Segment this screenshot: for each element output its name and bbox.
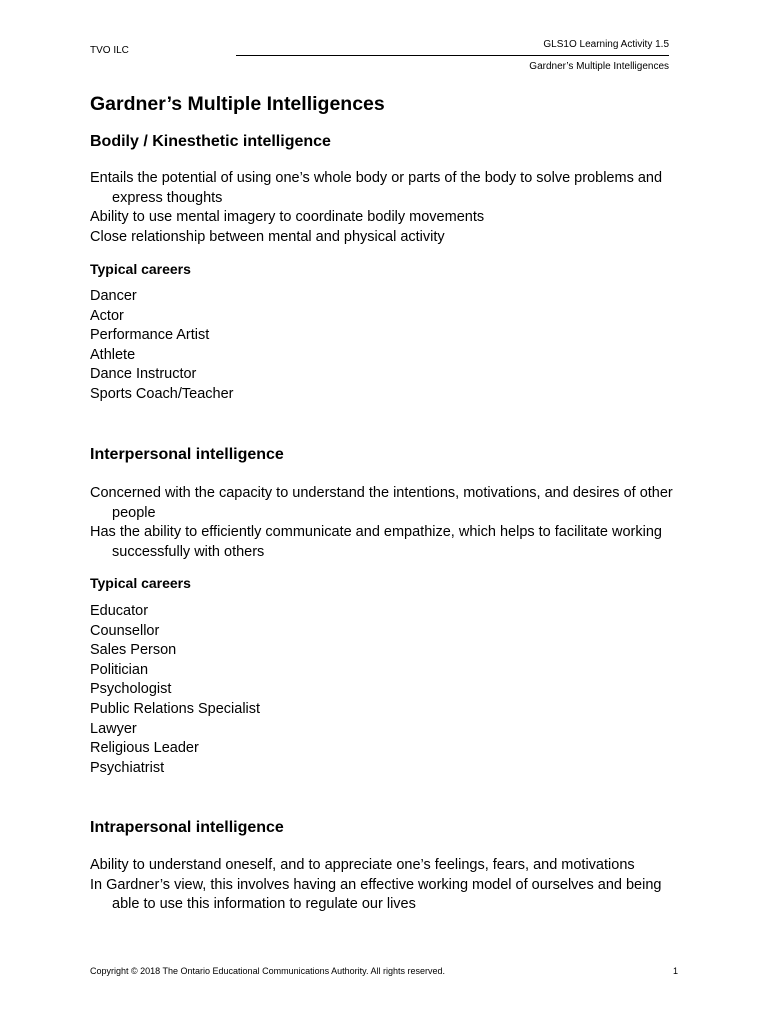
career-item: Politician xyxy=(90,661,149,678)
description-item: Close relationship between mental and physical activity xyxy=(90,228,445,245)
header-left: TVO ILC xyxy=(90,45,129,56)
header-course: GLS1O Learning Activity 1.5 xyxy=(543,39,669,50)
career-item: Lawyer xyxy=(90,720,137,737)
description-item: Has the ability to efficiently communicate and empathize, which helps to facilitate working successfully with others xyxy=(90,524,662,560)
career-item: Dance Instructor xyxy=(90,366,197,383)
career-item: Dancer xyxy=(90,288,137,304)
section-heading-bodily: Bodily / Kinesthetic intelligence xyxy=(90,133,331,150)
career-item: Psychiatrist xyxy=(90,759,165,776)
careers-list-bodily xyxy=(90,287,680,405)
career-item: Performance Artist xyxy=(90,327,210,344)
section-description-bodily xyxy=(90,169,680,247)
section-description-intrapersonal xyxy=(90,856,680,915)
career-item: Sales Person xyxy=(90,642,177,659)
career-item: Public Relations Specialist xyxy=(90,700,261,717)
careers-heading-interpersonal: Typical careers xyxy=(90,575,191,591)
section-heading-interpersonal: Interpersonal intelligence xyxy=(90,446,284,463)
header-subtitle: Gardner’s Multiple Intelligences xyxy=(529,61,669,72)
career-item: Athlete xyxy=(90,346,136,363)
description-item: Concerned with the capacity to understand the intentions, motivations, and desires of other people xyxy=(90,485,673,521)
header-rule xyxy=(236,55,669,56)
footer-copyright: Copyright © 2018 The Ontario Educational Communications Authority. All rights reserved. xyxy=(90,966,445,976)
career-item: Actor xyxy=(90,307,124,324)
career-item: Counsellor xyxy=(90,622,160,639)
career-item: Religious Leader xyxy=(90,740,199,757)
description-item: Entails the potential of using one’s whole body or parts of the body to solve problems and express thoughts xyxy=(90,170,663,206)
section-heading-intrapersonal: Intrapersonal intelligence xyxy=(90,819,284,836)
description-item: Ability to understand oneself, and to appreciate one’s feelings, fears, and motivations xyxy=(90,857,635,873)
page-number: 1 xyxy=(672,966,678,976)
section-description-interpersonal xyxy=(90,484,680,562)
careers-heading-bodily: Typical careers xyxy=(90,261,191,277)
description-item: In Gardner’s view, this involves having an effective working model of ourselves and being able to use this information to regulate our lives xyxy=(90,876,662,913)
document-title: Gardner’s Multiple Intelligences xyxy=(90,93,385,115)
career-item: Sports Coach/Teacher xyxy=(90,385,234,402)
careers-list-interpersonal xyxy=(90,602,680,778)
career-item: Psychologist xyxy=(90,681,172,698)
description-item: Ability to use mental imagery to coordinate bodily movements xyxy=(90,209,485,226)
career-item: Educator xyxy=(90,603,149,619)
